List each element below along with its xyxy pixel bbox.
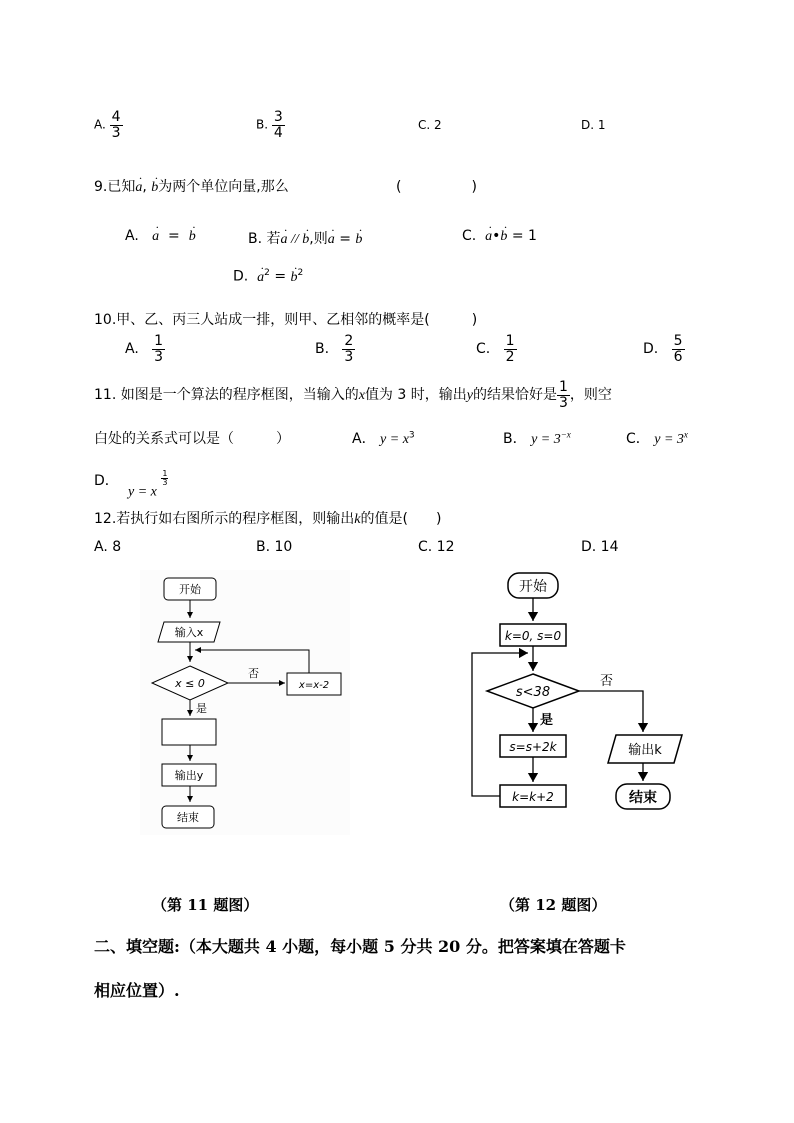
q8-option-b-label: B. [256, 117, 269, 132]
vector-b: · b [355, 232, 362, 248]
q12-option-a: A. 8 [94, 539, 122, 555]
q9-option-c: C. · a•· b = 1 [462, 228, 537, 245]
vector-b: · b [302, 232, 309, 248]
q8-option-b [256, 110, 285, 140]
q9-option-c-label: C. [462, 228, 477, 244]
exponent: 3 [408, 430, 415, 441]
fig11-caption: （第 11 题图） [152, 896, 259, 914]
vector-b: · b [500, 229, 507, 245]
q10-option-d [643, 334, 685, 364]
denominator: 3 [344, 348, 354, 365]
fig11-update-text: x=x-2 [298, 680, 330, 691]
fig11-flowchart [140, 570, 350, 835]
q11-option-c-expr: y = 3 [654, 432, 684, 447]
var-y: y [466, 388, 473, 404]
section2-heading-line1: 二、填空题:（本大题共 4 小题，每小题 5 分共 20 分。把答案填在答题卡 [94, 937, 626, 956]
square-exponent: 2 [297, 268, 304, 278]
vector-a: · a [328, 232, 335, 248]
equals: = [168, 228, 180, 244]
exponent: −x [560, 429, 571, 440]
fig12-yes-label: 是 [540, 713, 554, 728]
q11-line1-pre: 11. 如图是一个算法的程序框图，当输入的 [94, 387, 359, 404]
fig12-output-text: 输出k [628, 743, 662, 758]
q11-option-d-label: D． [94, 473, 119, 489]
fig12-step1-text: s=s+2k [509, 740, 557, 754]
q11-option-a [352, 428, 415, 448]
q11-option-b-expr: y = 3 [531, 432, 561, 447]
q11-line2: 白处的关系式可以是（ ） [94, 431, 290, 447]
fig12-init-text: k=0, s=0 [504, 629, 562, 643]
q10-option-c [476, 334, 517, 364]
vector-a: · a [485, 229, 492, 245]
q9-option-b-label: B. 若 [248, 231, 281, 247]
denominator: 3 [558, 394, 568, 411]
vector-b: · b [291, 270, 298, 286]
q12-option-d: D. 14 [581, 539, 619, 555]
q10-option-c-fraction [504, 334, 517, 364]
numerator: 4 [111, 109, 121, 125]
fig11-background [140, 570, 350, 835]
fig12-no-line [579, 691, 643, 732]
q11-fraction [557, 380, 570, 410]
numerator: 5 [673, 333, 683, 349]
denominator: 2 [505, 348, 515, 365]
q9-option-b [248, 228, 362, 248]
q9-stem-text: 9.已知 [94, 179, 136, 195]
vector-a: · a [257, 270, 264, 286]
fig12-start-text: 开始 [519, 579, 547, 595]
vector-b: · b [189, 229, 196, 245]
vector-a: · a [152, 229, 159, 245]
q11-line1-mid: 值为 3 时，输出 [364, 387, 467, 404]
denominator: 4 [273, 124, 283, 141]
q10-option-d-fraction [672, 334, 685, 364]
q9-stem [94, 176, 289, 196]
numerator: 2 [344, 333, 354, 349]
q11-line1-end: ，则空 [569, 387, 612, 404]
q12-option-c: C. 12 [418, 539, 455, 555]
denominator: 3 [154, 348, 164, 365]
q8-option-a [94, 110, 123, 140]
q10-option-a [125, 334, 165, 364]
q11-line1 [94, 380, 612, 410]
q9-option-d-label: D. [233, 268, 249, 285]
q11-option-a-expr: y = x [380, 432, 409, 447]
q11-line1-post: 的结果恰好是 [472, 387, 557, 404]
q10-option-a-fraction [152, 334, 165, 364]
fig12-flowchart [466, 568, 686, 818]
vector-a: · a [135, 180, 142, 196]
denominator: 3 [111, 124, 121, 141]
equals: = [339, 231, 351, 247]
numerator: 1 [505, 333, 515, 349]
fig11-yes-label: 是 [196, 702, 207, 715]
numerator: 1 [558, 379, 568, 395]
numerator: 3 [273, 109, 283, 125]
fig11-input-text: 输入x [174, 626, 204, 639]
q11-option-c-label: C． [626, 431, 650, 447]
square-exponent: 2 [264, 268, 270, 278]
q10-option-c-label: C. [476, 341, 491, 358]
denominator: 6 [673, 348, 683, 365]
q9-option-d [233, 268, 303, 286]
exponent: x [683, 429, 688, 440]
q11-option-a-label: A． [352, 431, 376, 447]
fig11-output-text: 输出y [174, 769, 204, 782]
fig11-condition-text: x ≤ 0 [175, 677, 205, 690]
q12-stem [94, 508, 441, 528]
q8-option-a-label: A. [94, 117, 106, 132]
fig12-loop-line [472, 653, 528, 796]
q11-option-d [94, 470, 119, 490]
section2-heading-line2: 相应位置）. [94, 981, 180, 1000]
fig11-end-text: 结束 [177, 811, 199, 824]
q12-stem-pre: 12.若执行如右图所示的程序框图，则输出 [94, 511, 355, 527]
q10-option-b-label: B. [315, 341, 330, 358]
q11-option-d-exponent [161, 470, 168, 488]
fig12-no-label: 否 [600, 674, 614, 689]
q11-option-b [503, 428, 571, 448]
numerator: 1 [162, 469, 168, 478]
q9-option-a [125, 228, 196, 245]
q11-option-d-expr: y = x [128, 484, 157, 500]
q10-option-b [315, 334, 355, 364]
fig12-step2-text: k=k+2 [512, 790, 554, 804]
denominator: 3 [162, 478, 168, 488]
equals: = [274, 268, 287, 285]
fig12-condition-text: s<38 [515, 685, 551, 700]
q9-option-c-tail: = 1 [511, 228, 537, 244]
q12-option-b: B. 10 [256, 539, 293, 555]
q11-option-d-expr-wrap [128, 470, 168, 500]
parallel-symbol: // [287, 232, 303, 247]
q11-option-b-label: B． [503, 431, 527, 447]
fig11-blank-box [162, 719, 216, 745]
q11-option-c [626, 428, 688, 448]
fig12-caption: （第 12 题图） [500, 896, 607, 914]
vector-a: · a [281, 232, 288, 248]
then-text: ,则 [309, 231, 328, 247]
fig12-end-text: 结束 [629, 790, 657, 806]
var-x: x [358, 388, 365, 404]
var-k: k [354, 512, 361, 527]
fig11-no-label: 否 [248, 667, 259, 680]
q8-option-b-fraction [272, 110, 285, 140]
q8-option-a-fraction [110, 110, 123, 140]
q8-option-c: C. 2 [418, 118, 442, 132]
q10-option-b-fraction [342, 334, 355, 364]
q9-stem-text-2: 为两个单位向量,那么 [158, 179, 289, 195]
q10-option-a-label: A. [125, 341, 139, 358]
q9-option-a-label: A. [125, 228, 139, 244]
comma: , [142, 179, 147, 195]
fig11-start-text: 开始 [179, 583, 201, 596]
q8-option-d: D. 1 [581, 118, 606, 132]
q10-option-d-label: D. [643, 341, 659, 358]
q12-stem-post: 的值是( ) [360, 511, 442, 527]
q9-answer-paren: ( ) [396, 179, 477, 195]
numerator: 1 [154, 333, 164, 349]
vector-b: · b [151, 180, 158, 196]
q10-stem: 10.甲、乙、丙三人站成一排，则甲、乙相邻的概率是( ) [94, 312, 478, 328]
